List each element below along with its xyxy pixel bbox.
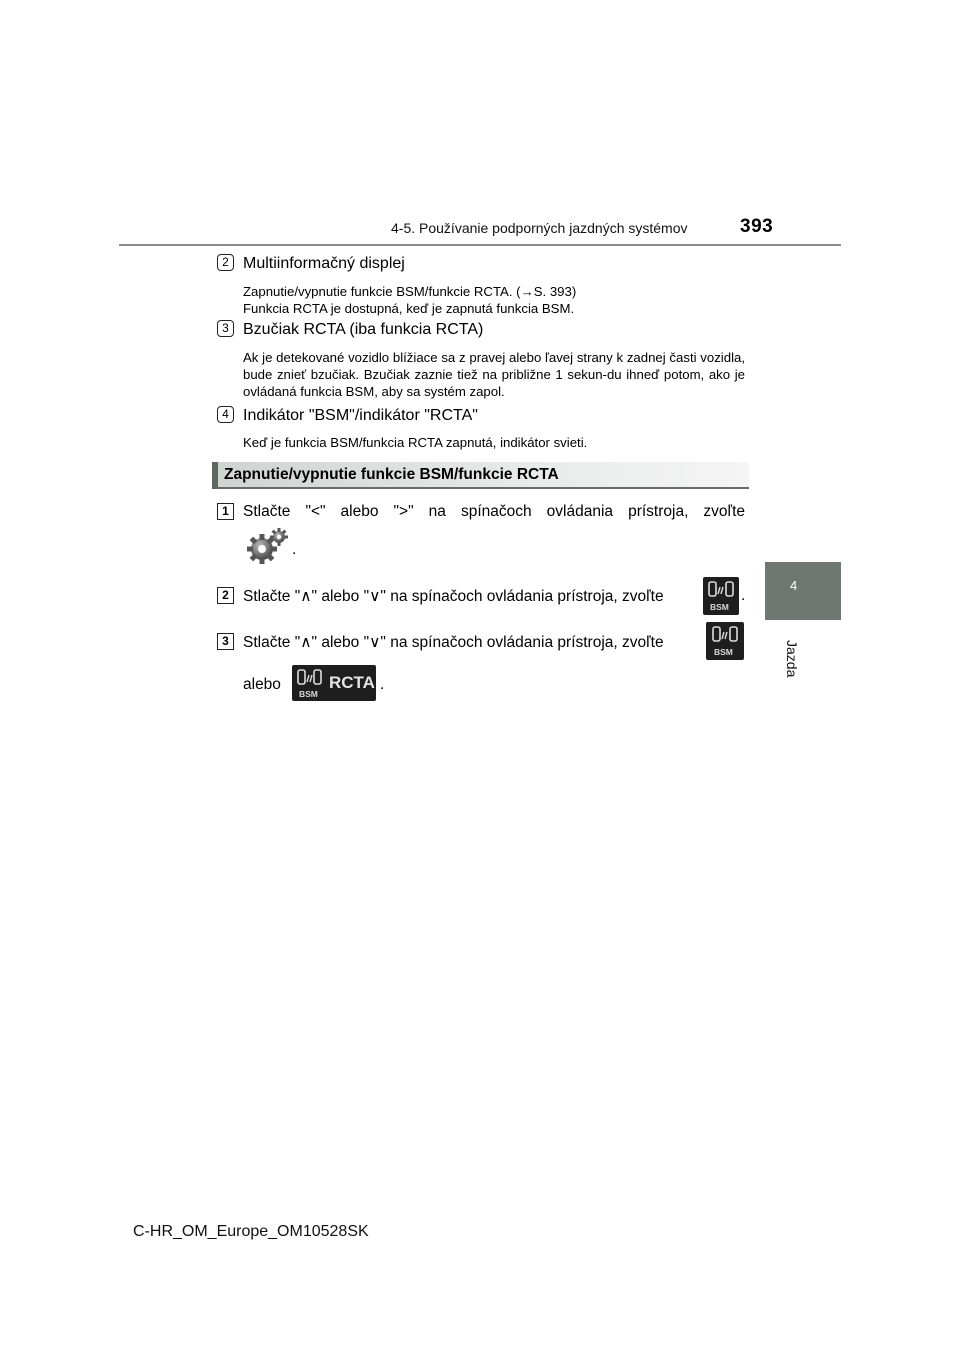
chapter-tab-number: 4: [790, 578, 798, 593]
bsm-icon-label: BSM: [710, 602, 729, 612]
bsm-icon: [706, 622, 744, 660]
item-marker-2: 2: [217, 254, 234, 271]
step-text-end: .: [741, 587, 746, 604]
header-rule: [119, 244, 841, 246]
step-text: Stlačte "∧" alebo "∨" na spínačoch ovládania prístroja, zvoľte: [243, 588, 664, 605]
item-title-rcta-buzzer: Bzučiak RCTA (iba funkcia RCTA): [243, 321, 484, 338]
step-text: Stlačte "<" alebo ">" na spínačoch ovládania prístroja, zvoľte: [243, 503, 745, 520]
rcta-icon-label: RCTA: [329, 673, 375, 692]
footer-doc-code: C-HR_OM_Europe_OM10528SK: [133, 1223, 369, 1240]
step-text-end: .: [380, 676, 385, 693]
section-header-accent: [212, 462, 218, 489]
item-marker-4: 4: [217, 406, 234, 423]
bsm-icon-label: BSM: [714, 647, 733, 657]
step-marker-1: 1: [217, 503, 234, 520]
item-paragraph: Ak je detekované vozidlo blížiace sa z pravej alebo ľavej strany k zadnej časti vozidla, bude znieť bzučiak. Bzučiak zaznie tiež na približne 1 sekun-du ihneď potom, ako je ovládaná funkcia BSM, aby sa systém zapol.: [243, 350, 745, 399]
step-text-end: .: [292, 541, 297, 558]
bsm-icon-label: BSM: [299, 689, 318, 699]
item-title-multiinfo-display: Multiinformačný displej: [243, 255, 405, 272]
bsm-icon: [703, 577, 739, 615]
item-paragraph: Keď je funkcia BSM/funkcia RCTA zapnutá, indikátor svieti.: [243, 435, 588, 450]
step-marker-2: 2: [217, 587, 234, 604]
page-number: 393: [740, 216, 774, 237]
bsm-rcta-icon: [292, 665, 376, 701]
section-title: Zapnutie/vypnutie funkcie BSM/funkcie RCTA: [224, 466, 559, 483]
item-line: Funkcia RCTA je dostupná, keď je zapnutá funkcia BSM.: [243, 301, 575, 316]
chapter-tab-label: Jazda: [784, 640, 800, 678]
step-text-alebo: alebo: [243, 676, 281, 693]
chapter-tab: [765, 562, 841, 620]
item-marker-3: 3: [217, 320, 234, 337]
item-title-indicator: Indikátor "BSM"/indikátor "RCTA": [243, 407, 478, 424]
running-header-section: 4-5. Používanie podporných jazdných systémov: [391, 220, 688, 236]
item-line: Zapnutie/vypnutie funkcie BSM/funkcie RCTA. (→S. 393): [243, 284, 577, 299]
gear-icon: [247, 527, 289, 565]
step-text: Stlačte "∧" alebo "∨" na spínačoch ovládania prístroja, zvoľte: [243, 634, 664, 651]
step-marker-3: 3: [217, 633, 234, 650]
